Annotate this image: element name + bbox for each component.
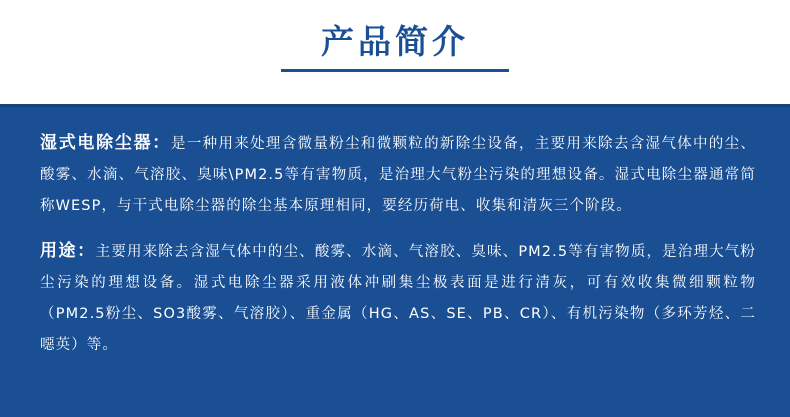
- description-panel: [0, 104, 790, 417]
- title-underline-divider: [281, 69, 509, 72]
- page-header: [0, 0, 790, 104]
- paragraph-usage: [40, 236, 756, 361]
- paragraph-lead-label: 湿式电除尘器：: [40, 133, 172, 153]
- paragraph-body-text: 主要用来除去含湿气体中的尘、酸雾、水滴、气溶胶、臭味、PM2.5等有害物质，是治理大气粉尘污染的理想设备。湿式电除尘器采用液体冲刷集尘极表面是进行清灰，可有效收集微细颗粒物（PM2.5粉尘、SO3酸雾、气溶胶）、重金属（HG、AS、SE、PB、CR）、有机污染物（多环芳烃、二噁英）等。: [40, 244, 757, 353]
- paragraph-wet-esp: [40, 128, 756, 222]
- page-title: 产品简介: [321, 21, 469, 61]
- paragraph-body-text: 是一种用来处理含微量粉尘和微颗粒的新除尘设备，主要用来除去含湿气体中的尘、酸雾、水滴、气溶胶、臭味\PM2.5等有害物质，是治理大气粉尘污染的理想设备。湿式电除尘器通常简称WESP，与干式电除尘器的除尘基本原理相同，要经历荷电、收集和清灰三个阶段。: [40, 136, 756, 214]
- paragraph-lead-label: 用途：: [40, 241, 96, 261]
- title-wrap: [275, 21, 515, 80]
